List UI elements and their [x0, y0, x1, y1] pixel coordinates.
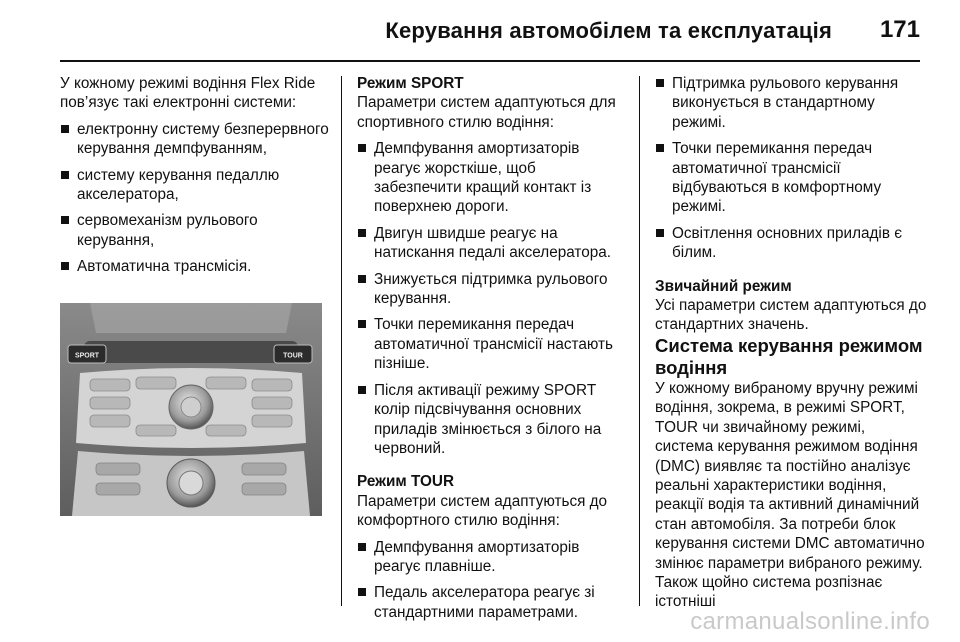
- column-divider-2: [639, 76, 640, 606]
- column-3: [655, 74, 927, 612]
- sport-intro: Параметри систем адаптуються для спортивного стилю водіння:: [357, 94, 616, 131]
- column-divider-1: [341, 76, 342, 606]
- list-item: систему керування педаллю акселератора,: [60, 166, 330, 205]
- column-2: [357, 74, 627, 622]
- list-item: Після активації режиму SPORT колір підсвічування основних приладів змінюється з білого на червоний.: [357, 381, 627, 459]
- header-rule: [60, 60, 920, 62]
- list-item: Підтримка рульового керування виконується в стандартному режимі.: [655, 74, 927, 132]
- tour-intro: Параметри систем адаптуються до комфортного стилю водіння:: [357, 492, 608, 530]
- section-heading-normal: Звичайний режим: [655, 277, 792, 295]
- list-item: Демпфування амортизаторів реагує плавніше.: [357, 538, 627, 577]
- sport-button-label: SPORT: [74, 352, 100, 360]
- column-1: [60, 74, 330, 277]
- list-item: Знижується підтримка рульового керування.: [357, 270, 627, 309]
- section-heading-tour: Режим TOUR: [357, 473, 455, 491]
- list-item: Автоматична трансмісія.: [60, 257, 330, 276]
- list-item: Освітлення основних приладів є білим.: [655, 224, 927, 263]
- tour-button: [274, 345, 312, 363]
- tour-button-label: TOUR: [283, 352, 303, 360]
- list-item: Демпфування амортизаторів реагує жорсткіше, щоб забезпечити кращий контакт із поверхнею дороги.: [357, 139, 627, 217]
- list-item: Точки перемикання передач автоматичної трансмісії відбуваються в комфортному режимі.: [655, 139, 927, 217]
- console-photo: [60, 303, 322, 516]
- section-heading-sport: Режим SPORT: [357, 75, 464, 92]
- section-heading-dmc: Система керування режимом водіння: [655, 334, 923, 378]
- page-number: 171: [879, 16, 920, 43]
- sport-button: [68, 345, 106, 363]
- dmc-text: У кожному вибраному вручну режимі водіння, зокрема, в режимі SPORT, TOUR чи звичайному режимі, система керування режимом водіння (DMC) виявляє та постійно аналізує реальні характеристики водіння, реакції водія та активний динамічний стан автомобіля. За потреби блок керування системи DMC автоматично змінює параметри вибраного режиму. Також щойно система розпізнає істотніші: [655, 379, 925, 611]
- page-header-title: Керування автомобілем та експлуатація: [385, 18, 832, 43]
- list-item: електронну систему безперервного керування демпфуванням,: [60, 120, 330, 159]
- watermark: carmanualsonline.info: [690, 608, 930, 635]
- list-item: сервомеханізм рульового керування,: [60, 211, 330, 250]
- intro-paragraph: У кожному режимі водіння Flex Ride пов’язує такі електронні системи:: [60, 75, 316, 112]
- normal-text: Усі параметри систем адаптуються до стандартних значень.: [655, 297, 927, 334]
- list-item: Педаль акселератора реагує зі стандартними параметрами.: [357, 583, 627, 622]
- list-item: Точки перемикання передач автоматичної трансмісії настають пізніше.: [357, 315, 627, 373]
- list-item: Двигун швидше реагує на натискання педалі акселератора.: [357, 224, 627, 263]
